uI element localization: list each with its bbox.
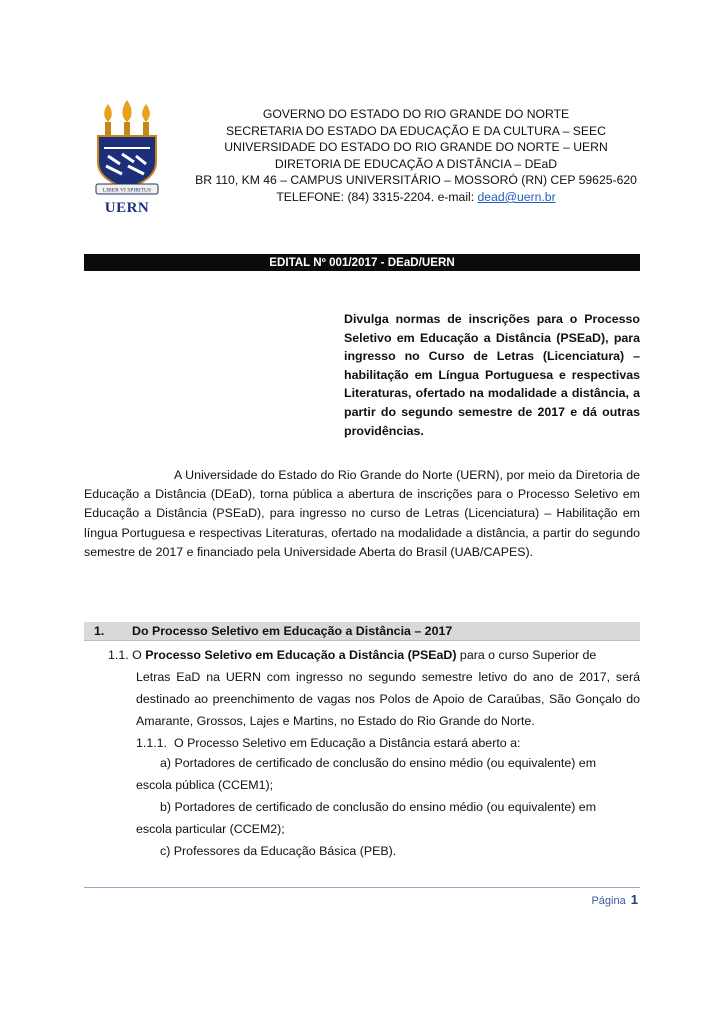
- header-line-secretariat: SECRETARIA DO ESTADO DA EDUCAÇÃO E DA CULTURA – SEEC: [226, 123, 606, 138]
- section-title: Do Processo Seletivo em Educação a Distância – 2017: [132, 624, 453, 638]
- logo-wordmark: UERN: [104, 200, 150, 216]
- uern-crest-icon: [92, 100, 162, 198]
- clause-1-1-bold: Processo Seletivo em Educação a Distância (PSEaD): [145, 648, 457, 662]
- section-number: 1.: [94, 624, 105, 638]
- section-heading: [84, 622, 640, 641]
- svg-text:LIBER VI SPIRITUS: LIBER VI SPIRITUS: [102, 187, 152, 194]
- header-line-address: BR 110, KM 46 – CAMPUS UNIVERSITÁRIO – MOSSORÓ (RN) CEP 59625-620: [195, 173, 637, 188]
- list-item-a-cont: escola pública (CCEM1);: [136, 778, 274, 792]
- list-item-text: Portadores de certificado de conclusão do ensino médio (ou equivalente) em: [174, 756, 597, 770]
- clause-1-1-1-label: 1.1.1.: [136, 736, 168, 750]
- list-item-b-cont: escola particular (CCEM2);: [136, 822, 285, 836]
- clause-1-1: [108, 644, 640, 732]
- clause-1-1-1: [136, 733, 640, 753]
- edital-title: EDITAL Nº 001/2017 - DEaD/UERN: [84, 254, 640, 271]
- list-item-label: b): [160, 800, 172, 814]
- header-line-directorate: DIRETORIA DE EDUCAÇÃO A DISTÂNCIA – DEaD: [274, 156, 558, 171]
- uern-logo: [92, 100, 162, 218]
- clause-1-1-text-a: para o curso Superior de: [456, 648, 597, 662]
- header-line-contact: [190, 189, 642, 206]
- torch-flames-icon: [104, 100, 150, 136]
- list-item-b: [160, 796, 640, 818]
- list-item-c: [160, 840, 640, 862]
- edital-abstract: Divulga normas de inscrições para o Processo Seletivo em Educação a Distância (PSEaD), para ingresso no Curso de Letras (Licenciatura) – habilitação em Língua Portuguesa e respectivas Literaturas, ofertado na modalidade a distância, a partir do segundo semestre de 2017 e dá outras providências.: [344, 312, 640, 438]
- clause-1-1-text-b: Letras EaD na UERN com ingresso no segundo semestre letivo do ano de 2017, será destinado ao preenchimento de vagas nos Polos de Apoio de Caraúbas, São Gonçalo do Amarante, Grossos, Lajes e Martins, no Estado do Rio Grande do Norte.: [136, 670, 640, 728]
- clause-1-1-label: 1.1. O: [108, 648, 142, 662]
- list-item-text: Professores da Educação Básica (PEB).: [173, 844, 397, 858]
- list-item-a: [160, 752, 640, 774]
- header-line-university: UNIVERSIDADE DO ESTADO DO RIO GRANDE DO NORTE – UERN: [224, 140, 608, 155]
- page-label: Página: [591, 895, 626, 907]
- page-number: 1: [630, 892, 638, 907]
- footer-divider: [84, 887, 640, 888]
- list-item-text: Portadores de certificado de conclusão do ensino médio (ou equivalente) em: [174, 800, 597, 814]
- page-footer: [591, 892, 638, 907]
- phone-text: TELEFONE: (84) 3315-2204. e-mail:: [276, 189, 478, 204]
- list-item-label: c): [160, 844, 171, 858]
- email-link[interactable]: dead@uern.br: [477, 189, 556, 204]
- intro-paragraph: A Universidade do Estado do Rio Grande do Norte (UERN), por meio da Diretoria de Educação a Distância (DEaD), torna pública a abertura de inscrições para o Processo Seletivo em Educação a Distância (PSEaD), para ingresso no curso de Letras (Licenciatura) – Habilitação em língua Portuguesa e respectivas Literaturas, ofertado na modalidade a distância, a partir do segundo semestre de 2017 e financiado pela Universidade Aberta do Brasil (UAB/CAPES).: [84, 468, 640, 559]
- header-line-government: GOVERNO DO ESTADO DO RIO GRANDE DO NORTE: [262, 107, 570, 121]
- list-item-label: a): [160, 756, 172, 770]
- clause-1-1-1-text: O Processo Seletivo em Educação a Distância estará aberto a:: [174, 736, 521, 750]
- institution-header: [190, 106, 642, 206]
